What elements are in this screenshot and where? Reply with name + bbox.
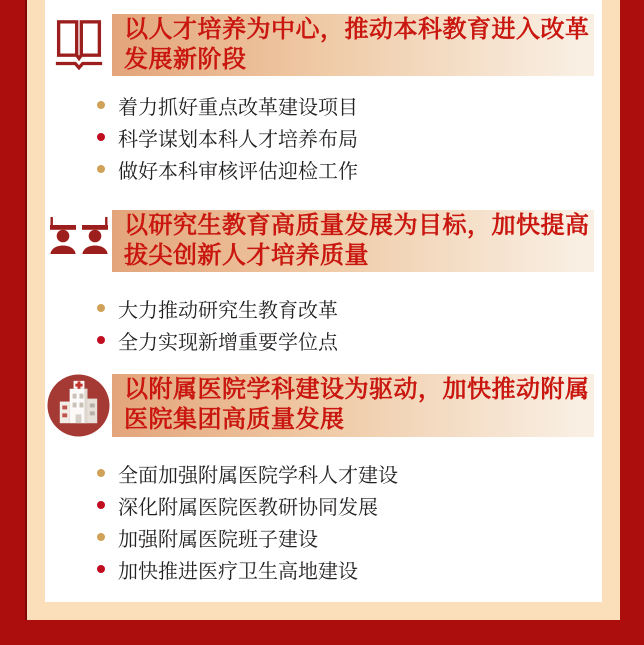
bullet-marker-icon — [97, 565, 105, 573]
bullet-list — [97, 89, 602, 185]
section-affiliated-hospitals — [45, 374, 602, 585]
bullet-text: 做好本科审核评估迎检工作 — [118, 160, 358, 183]
section-icon-cell — [45, 374, 112, 437]
bullet-text: 全力实现新增重要学位点 — [118, 331, 338, 354]
bullet-item — [97, 489, 602, 521]
heading-line: 发展新阶段 — [124, 46, 247, 73]
section-header — [45, 374, 602, 437]
bullet-item — [97, 89, 602, 121]
bullet-marker-icon — [97, 336, 105, 344]
section-heading — [112, 210, 594, 272]
section-header — [45, 14, 602, 76]
heading-line: 医院集团高质量发展 — [124, 406, 345, 433]
heading-line: 以研究生教育高质量发展为目标，加快提高 — [124, 212, 590, 239]
section-icon-cell — [45, 14, 112, 76]
bullet-text: 科学谋划本科人才培养布局 — [118, 128, 358, 151]
bullet-text: 大力推动研究生教育改革 — [118, 299, 338, 322]
bullet-item — [97, 324, 602, 356]
section-icon-cell — [45, 210, 112, 272]
bullet-marker-icon — [97, 304, 105, 312]
bullet-marker-icon — [97, 165, 105, 173]
bullet-marker-icon — [97, 501, 105, 509]
bullet-item — [97, 292, 602, 324]
bullet-item — [97, 121, 602, 153]
heading-line: 拔尖创新人才培养质量 — [124, 242, 369, 269]
graduates-icon — [50, 216, 108, 266]
bullet-text: 深化附属医院医教研协同发展 — [118, 496, 378, 519]
bullet-item — [97, 153, 602, 185]
poster-content — [45, 0, 602, 602]
bullet-text: 着力抓好重点改革建设项目 — [118, 96, 358, 119]
bullet-marker-icon — [97, 533, 105, 541]
bullet-text: 加快推进医疗卫生高地建设 — [118, 560, 358, 583]
heading-line: 以附属医院学科建设为驱动，加快推动附属 — [124, 376, 590, 403]
bullet-item — [97, 521, 602, 553]
section-header — [45, 210, 602, 272]
heading-line: 以人才培养为中心，推动本科教育进入改革 — [124, 16, 590, 43]
bullet-list — [97, 292, 602, 356]
bullet-marker-icon — [97, 101, 105, 109]
bullet-item — [97, 553, 602, 585]
section-heading — [112, 14, 594, 76]
section-heading — [112, 374, 594, 437]
bullet-marker-icon — [97, 469, 105, 477]
section-graduate-education — [45, 210, 602, 356]
bullet-item — [97, 457, 602, 489]
bullet-text: 全面加强附属医院学科人才建设 — [118, 464, 398, 487]
cream-border-frame — [27, 0, 620, 620]
hospital-icon — [47, 374, 110, 437]
open-book-icon — [54, 17, 104, 73]
bullet-text: 加强附属医院班子建设 — [118, 528, 318, 551]
bullet-list — [97, 457, 602, 585]
section-undergraduate-education — [45, 14, 602, 185]
bullet-marker-icon — [97, 133, 105, 141]
